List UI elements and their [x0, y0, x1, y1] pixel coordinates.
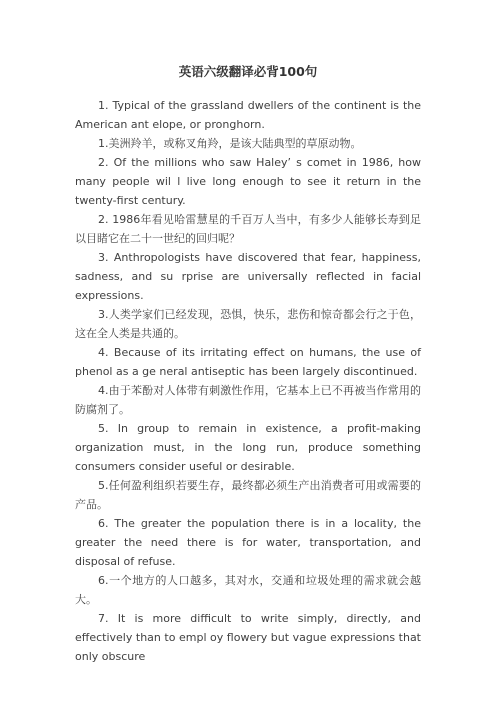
paragraph-2-cn: 2. 1986年看见哈雷慧星的千百万人当中，有多少人能够长寿到足以目睹它在二十一世纪的回归呢？	[75, 213, 421, 245]
paragraph-5-cn: 5.任何盈利组织若要生存，最终都必须生产出消费者可用或需要的产品。	[75, 479, 421, 511]
paragraph-4-en: 4. Because of its irritating effect on humans, the use of phenol as a ge neral antiseptic has been largely discontinued.	[75, 346, 421, 378]
document-title: 英语六级翻译必背100句	[178, 64, 318, 79]
paragraph-3-cn: 3.人类学家们已经发现，恐惧，快乐，悲伤和惊奇都会行之于色，这在全人类是共通的。	[75, 308, 421, 340]
paragraph-1-cn: 1.美洲羚羊，或称叉角羚，是该大陆典型的草原动物。	[98, 137, 362, 150]
paragraph-6-en: 6. The greater the population there is in a locality, the greater the need there is for water, transportation, and disposal of refuse.	[75, 517, 421, 568]
paragraph-3-en: 3. Anthropologists have discovered that fear, happiness, sadness, and su rprise are universally reflected in facial expressions.	[75, 251, 421, 302]
paragraph-1-en: 1. Typical of the grassland dwellers of the continent is the American ant elope, or pronghorn.	[75, 99, 421, 131]
paragraph-2-en: 2. Of the millions who saw Haley’ s comet in 1986, how many people wil l live long enough to see it return in the twenty-first century.	[75, 156, 421, 207]
paragraph-6-cn: 6.一个地方的人口越多，其对水，交通和垃圾处理的需求就会越大。	[75, 574, 421, 606]
paragraph-4-cn: 4.由于苯酚对人体带有刺激性作用，它基本上已不再被当作常用的防腐剂了。	[75, 384, 421, 416]
paragraph-5-en: 5. In group to remain in existence, a profit-making organization must, in the long run, produce something consumers consider useful or desirable.	[75, 422, 421, 473]
paragraph-7-en: 7. It is more difficult to write simply, directly, and effectively than to empl oy flowery but vague expressions that only obscure	[75, 612, 421, 663]
